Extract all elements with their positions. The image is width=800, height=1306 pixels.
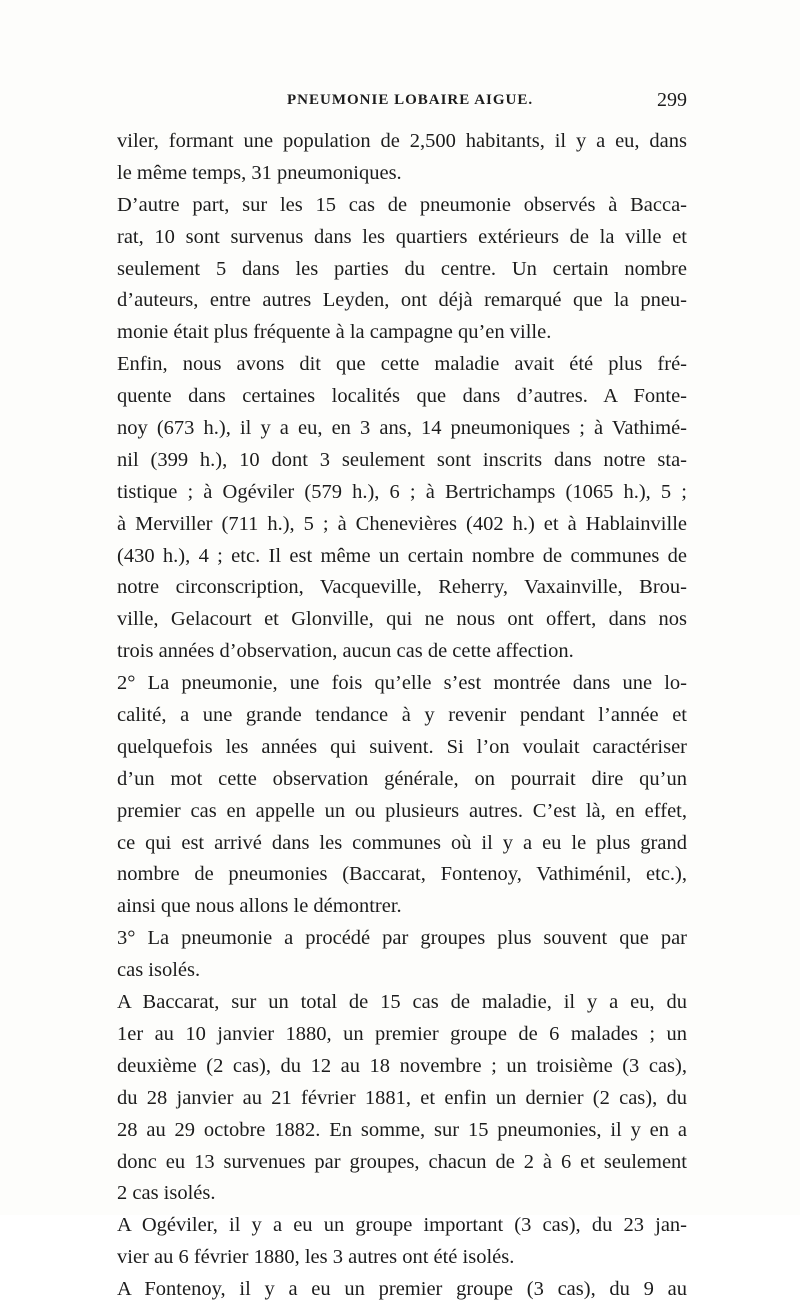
body-text	[117, 126, 687, 1306]
text-line: du 28 janvier au 21 février 1881, et enfin un dernier (2 cas), du	[117, 1086, 687, 1109]
text-line: premier cas en appelle un ou plusieurs autres. C’est là, en effet,	[117, 799, 687, 822]
text-line: seulement 5 dans les parties du centre. Un certain nombre	[117, 257, 687, 280]
text-line: vier au 6 février 1880, les 3 autres ont été isolés.	[117, 1246, 515, 1269]
text-line: (430 h.), 4 ; etc. Il est même un certain nombre de communes de	[117, 544, 687, 567]
text-line: 2 cas isolés.	[117, 1182, 216, 1205]
text-line: quente dans certaines localités que dans d’autres. A Fonte-	[117, 385, 687, 408]
running-title: PNEUMONIE LOBAIRE AIGUE.	[287, 92, 534, 108]
text-line: notre circonscription, Vacqueville, Reherry, Vaxainville, Brou-	[117, 576, 687, 599]
text-line: 28 au 29 octobre 1882. En somme, sur 15 pneumonies, il y en a	[117, 1118, 687, 1141]
text-line: tistique ; à Ogéviler (579 h.), 6 ; à Bertrichamps (1065 h.), 5 ;	[117, 480, 687, 503]
text-line: A Ogéviler, il y a eu un groupe important (3 cas), du 23 jan-	[117, 1214, 687, 1237]
text-line: ce qui est arrivé dans les communes où il y a eu le plus grand	[117, 831, 687, 854]
text-line: donc eu 13 survenues par groupes, chacun de 2 à 6 et seulement	[117, 1150, 687, 1173]
text-line: quelquefois les années qui suivent. Si l’on voulait caractériser	[117, 735, 687, 758]
text-line: A Baccarat, sur un total de 15 cas de maladie, il y a eu, du	[117, 991, 687, 1014]
text-line: rat, 10 sont survenus dans les quartiers extérieurs de la ville et	[117, 225, 687, 248]
text-line: 2° La pneumonie, une fois qu’elle s’est montrée dans une lo-	[117, 672, 687, 695]
text-line: D’autre part, sur les 15 cas de pneumonie observés à Bacca-	[117, 193, 687, 216]
text-line: nil (399 h.), 10 dont 3 seulement sont inscrits dans notre sta-	[117, 448, 687, 471]
text-line: noy (673 h.), il y a eu, en 3 ans, 14 pneumoniques ; à Vathimé-	[117, 417, 687, 440]
text-line: ville, Gelacourt et Glonville, qui ne nous ont offert, dans nos	[117, 608, 687, 631]
text-line: nombre de pneumonies (Baccarat, Fontenoy, Vathiménil, etc.),	[117, 863, 687, 886]
text-line: Enfin, nous avons dit que cette maladie avait été plus fré-	[117, 353, 687, 376]
text-line: trois années d’observation, aucun cas de cette affection.	[117, 640, 574, 663]
text-line: viler, formant une population de 2,500 habitants, il y a eu, dans	[117, 130, 687, 152]
text-line: ainsi que nous allons le démontrer.	[117, 895, 402, 918]
text-line: le même temps, 31 pneumoniques.	[117, 161, 402, 184]
text-line: 1er au 10 janvier 1880, un premier groupe de 6 malades ; un	[117, 1022, 687, 1045]
text-line: monie était plus fréquente à la campagne qu’en ville.	[117, 321, 552, 344]
running-head	[117, 89, 687, 116]
text-line: cas isolés.	[117, 959, 201, 982]
text-line: deuxième (2 cas), du 12 au 18 novembre ; un troisième (3 cas),	[117, 1054, 687, 1077]
text-line: d’auteurs, entre autres Leyden, ont déjà remarqué que la pneu-	[117, 289, 687, 312]
text-line: A Fontenoy, il y a eu un premier groupe (3 cas), du 9 au	[117, 1278, 687, 1301]
text-line: d’un mot cette observation générale, on pourrait dire qu’un	[117, 767, 687, 790]
text-line: 3° La pneumonie a procédé par groupes plus souvent que par	[117, 927, 687, 950]
page-number: 299	[657, 89, 687, 111]
text-line: calité, a une grande tendance à y revenir pendant l’année et	[117, 704, 687, 727]
text-line: à Merviller (711 h.), 5 ; à Chenevières (402 h.) et à Hablainville	[117, 512, 687, 535]
